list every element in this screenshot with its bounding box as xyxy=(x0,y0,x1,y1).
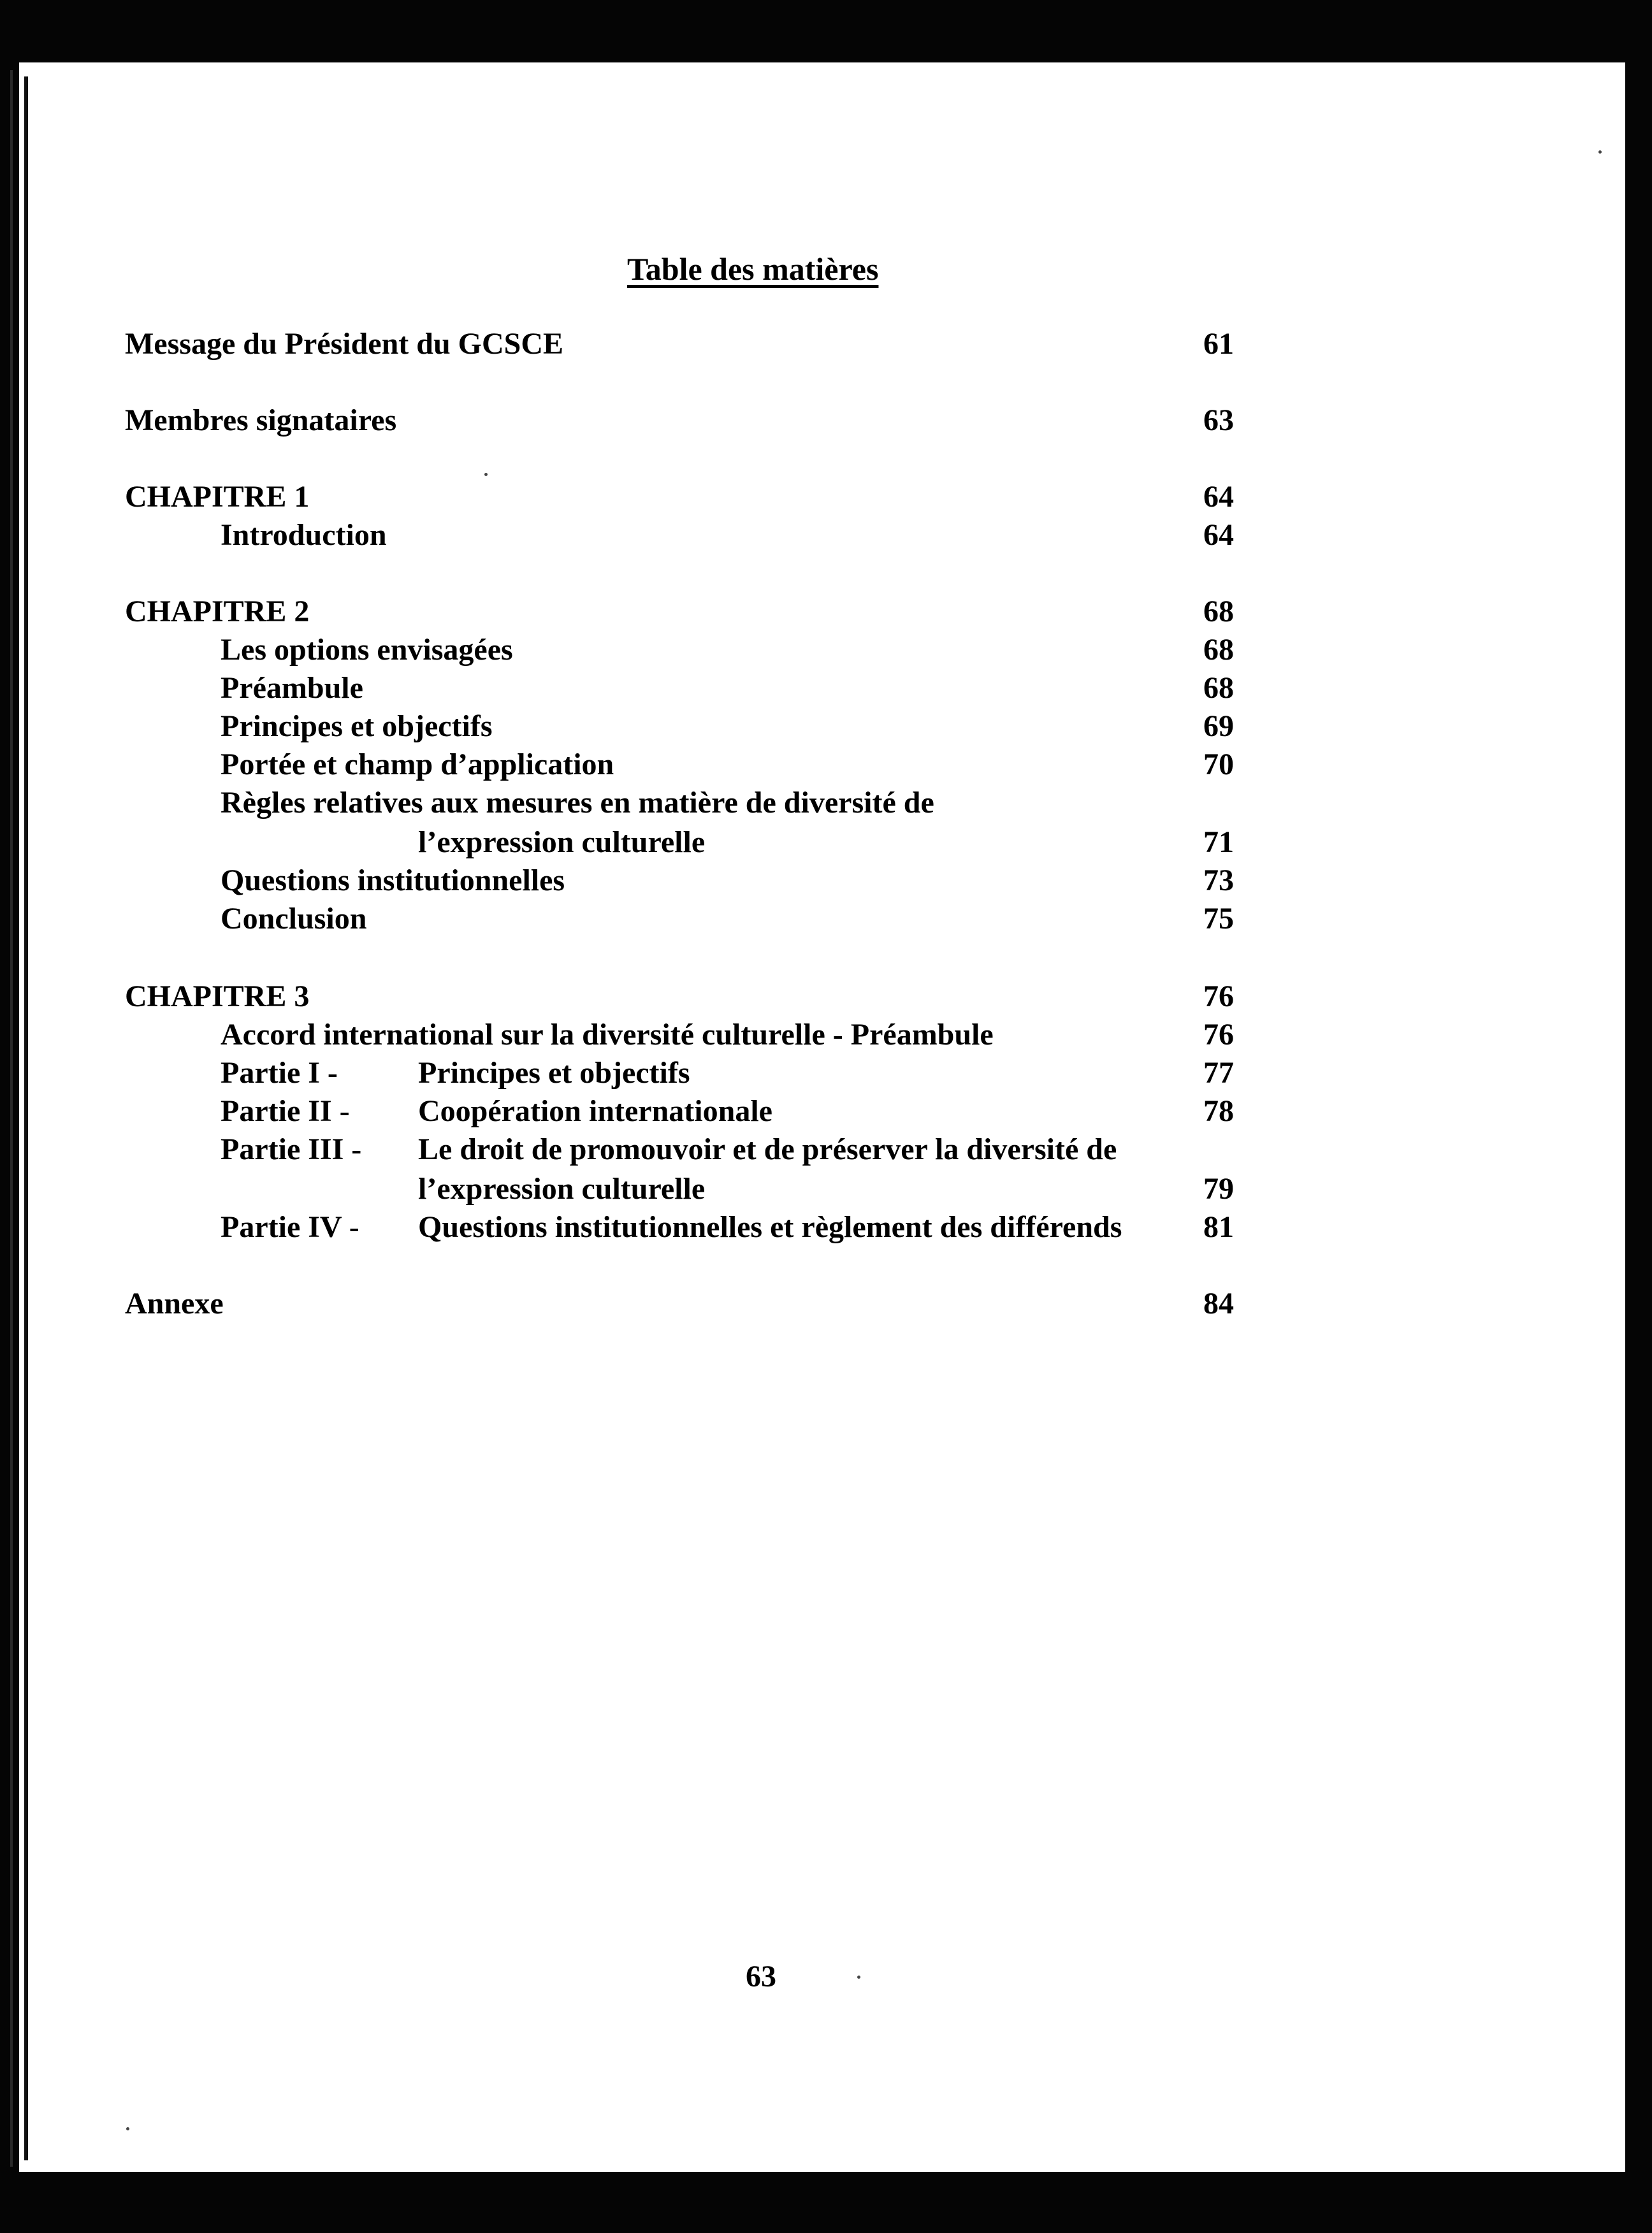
toc-entry xyxy=(0,1016,1652,1055)
toc-page-number: 75 xyxy=(1203,902,1234,936)
toc-entry xyxy=(0,707,1652,747)
page-title: Table des matières xyxy=(627,251,879,287)
toc-page-number: 64 xyxy=(1203,480,1234,514)
toc-entry xyxy=(0,900,1652,939)
toc-entry-label: Conclusion xyxy=(221,902,367,936)
toc-entry-label: Le droit de promouvoir et de préserver la diversité de xyxy=(418,1132,1117,1166)
toc-entry xyxy=(0,1054,1652,1094)
toc-page-number: 69 xyxy=(1203,709,1234,743)
toc-entry xyxy=(0,978,1652,1017)
toc-entry xyxy=(0,1285,1652,1324)
toc-entry-label: Portée et champ d’application xyxy=(221,748,614,781)
toc-part-label: Partie II - xyxy=(221,1094,350,1128)
toc-entry xyxy=(0,823,1652,863)
toc-entry xyxy=(0,1092,1652,1132)
toc-entry xyxy=(0,631,1652,670)
toc-entry xyxy=(0,746,1652,785)
toc-entry xyxy=(0,1170,1652,1210)
toc-entry-label: Questions institutionnelles xyxy=(221,864,565,897)
toc-entry xyxy=(0,784,1652,823)
toc-entry-label: l’expression culturelle xyxy=(418,1172,706,1206)
toc-entry-label: Annexe xyxy=(125,1287,224,1320)
toc-entry-label: Règles relatives aux mesures en matière de diversité de xyxy=(221,786,934,820)
toc-page-number: 77 xyxy=(1203,1056,1234,1090)
toc-part-label: Partie I - xyxy=(221,1056,338,1090)
toc-entry-label: Principes et objectifs xyxy=(418,1056,690,1090)
toc-entry-label: Les options envisagées xyxy=(221,633,513,667)
toc-entry-label: Introduction xyxy=(221,518,387,552)
toc-entry-label: Message du Président du GCSCE xyxy=(125,327,564,361)
toc-entry-label: Coopération internationale xyxy=(418,1094,772,1128)
toc-entry xyxy=(0,1131,1652,1170)
toc-page-number: 63 xyxy=(1203,403,1234,437)
toc-page-number: 84 xyxy=(1203,1287,1234,1320)
toc-page-number: 61 xyxy=(1203,327,1234,361)
toc-entry-label: CHAPITRE 2 xyxy=(125,595,310,628)
toc-entry-label: CHAPITRE 3 xyxy=(125,979,310,1013)
toc-page-number: 68 xyxy=(1203,633,1234,667)
toc-part-label: Partie IV - xyxy=(221,1210,359,1244)
toc-entry-label: Principes et objectifs xyxy=(221,709,493,743)
toc-part-label: Partie III - xyxy=(221,1132,362,1166)
toc-page-number: 71 xyxy=(1203,825,1234,859)
toc-entry xyxy=(0,669,1652,709)
toc-entry-label: Questions institutionnelles et règlement des différends xyxy=(418,1210,1122,1244)
toc-entry-label: Préambule xyxy=(221,671,363,705)
toc-entry xyxy=(0,862,1652,901)
toc-entry-label: CHAPITRE 1 xyxy=(125,480,310,514)
page-number: 63 xyxy=(746,1960,776,1993)
toc-entry xyxy=(0,593,1652,632)
toc-page-number: 79 xyxy=(1203,1172,1234,1206)
toc-page-number: 76 xyxy=(1203,1018,1234,1051)
toc-entry xyxy=(0,516,1652,556)
toc-page-number: 64 xyxy=(1203,518,1234,552)
toc-entry-label: Membres signataires xyxy=(125,403,397,437)
toc-page-number: 70 xyxy=(1203,748,1234,781)
toc-page-number: 76 xyxy=(1203,979,1234,1013)
toc-page-number: 73 xyxy=(1203,864,1234,897)
toc-entry xyxy=(0,1208,1652,1248)
toc-page-number: 81 xyxy=(1203,1210,1234,1244)
toc-entry xyxy=(0,401,1652,441)
toc-entry xyxy=(0,478,1652,517)
toc-page-number: 78 xyxy=(1203,1094,1234,1128)
toc-page-number: 68 xyxy=(1203,595,1234,628)
toc-page-number: 68 xyxy=(1203,671,1234,705)
toc-entry-label: l’expression culturelle xyxy=(418,825,706,859)
toc-entry xyxy=(0,325,1652,365)
toc-entry-label: Accord international sur la diversité culturelle - Préambule xyxy=(221,1018,994,1051)
